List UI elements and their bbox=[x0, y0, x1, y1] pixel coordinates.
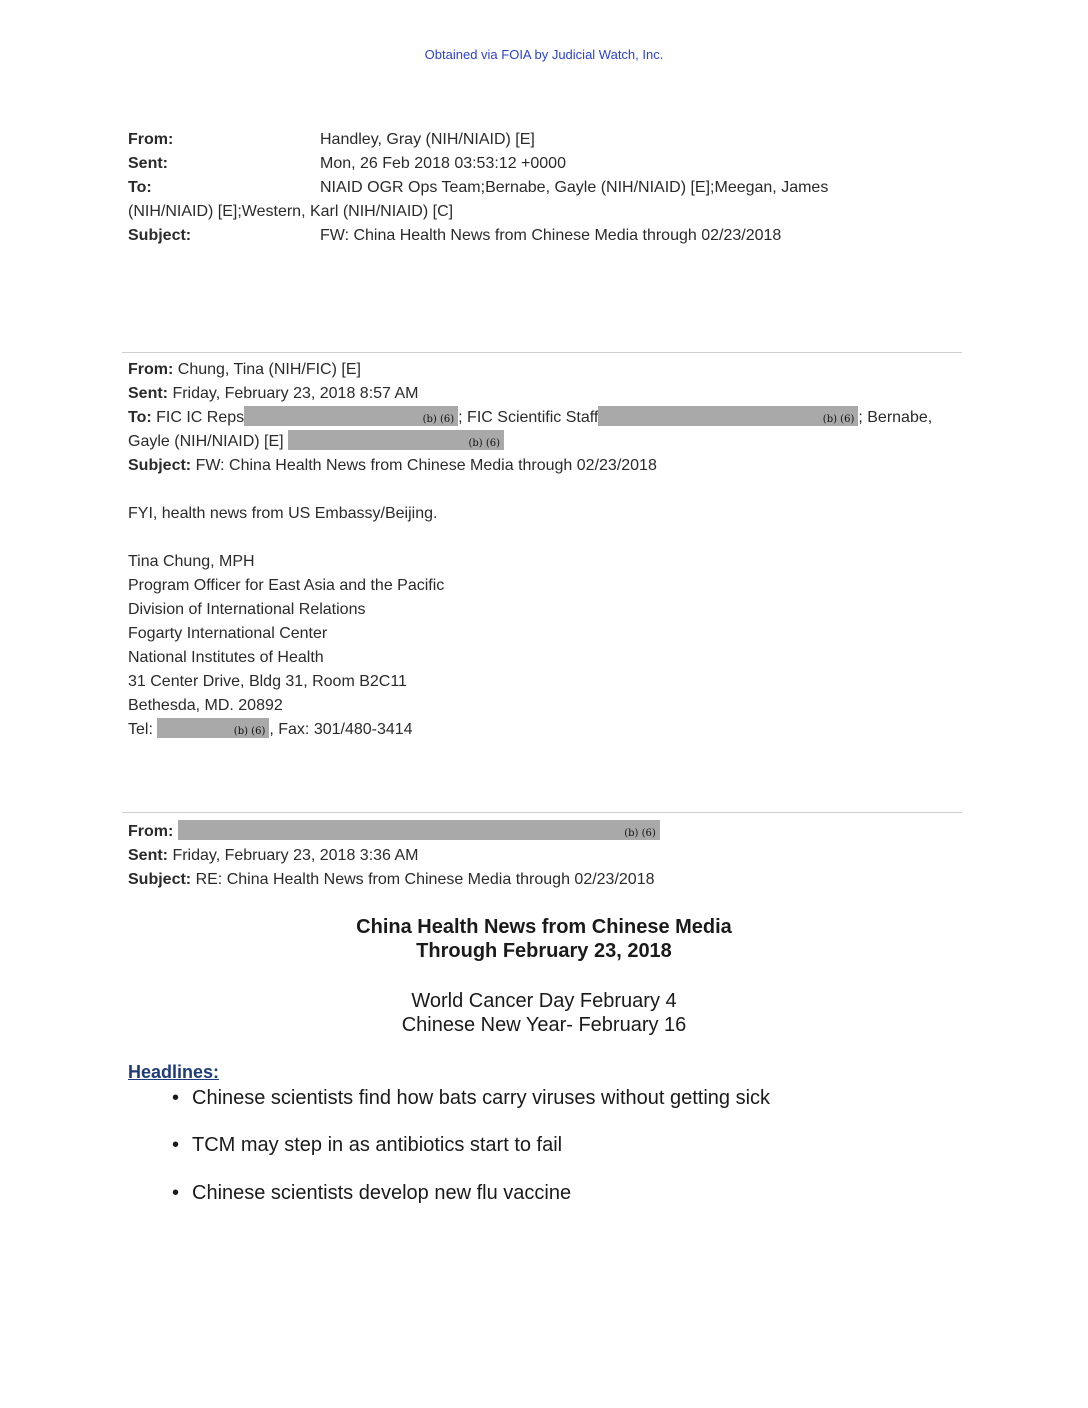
sig-phone-line bbox=[128, 718, 413, 742]
bullet-icon: • bbox=[172, 1134, 180, 1156]
msg2-from-line bbox=[128, 820, 660, 844]
msg1-from-value: Chung, Tina (NIH/FIC) [E] bbox=[173, 361, 361, 378]
foia-watermark: Obtained via FOIA by Judicial Watch, Inc. bbox=[424, 47, 664, 62]
headline-item bbox=[172, 1133, 562, 1157]
msg1-sent-label: Sent: bbox=[128, 385, 168, 402]
headline-text: Chinese scientists develop new flu vaccine bbox=[192, 1182, 572, 1204]
report-title-line-1: China Health News from Chinese Media bbox=[356, 916, 732, 938]
sig-address-2: Bethesda, MD. 20892 bbox=[128, 697, 283, 714]
headlines-heading: Headlines: bbox=[128, 1062, 220, 1082]
redaction-box bbox=[598, 406, 858, 426]
redaction-code: (b) (6) bbox=[822, 414, 855, 425]
bullet-icon: • bbox=[172, 1087, 180, 1109]
headline-item bbox=[172, 1181, 571, 1205]
msg1-to-label: To: bbox=[128, 409, 152, 426]
header-from-label: From: bbox=[128, 131, 174, 148]
bullet-icon: • bbox=[172, 1182, 180, 1204]
sig-fax: , Fax: 301/480-3414 bbox=[269, 721, 413, 738]
redaction-box bbox=[244, 406, 458, 426]
msg1-to-part2: ; FIC Scientific Staff bbox=[458, 409, 599, 426]
header-to-value-continued: (NIH/NIAID) [E];Western, Karl (NIH/NIAID) [C] bbox=[128, 203, 454, 220]
msg1-subject-label: Subject: bbox=[128, 457, 192, 474]
sig-title: Program Officer for East Asia and the Pacific bbox=[128, 577, 445, 594]
redaction-code: (b) (6) bbox=[233, 726, 266, 737]
header-to-value: NIAID OGR Ops Team;Bernabe, Gayle (NIH/NIAID) [E];Meegan, James bbox=[320, 179, 829, 196]
header-sent-label: Sent: bbox=[128, 155, 168, 172]
report-title-line-2: Through February 23, 2018 bbox=[416, 940, 672, 962]
msg1-sent-line bbox=[128, 382, 419, 406]
msg1-subject-line bbox=[128, 454, 657, 478]
sig-division: Division of International Relations bbox=[128, 601, 366, 618]
msg1-body: FYI, health news from US Embassy/Beijing. bbox=[128, 505, 438, 522]
header-subject-label: Subject: bbox=[128, 227, 192, 244]
headline-text: TCM may step in as antibiotics start to fail bbox=[192, 1134, 563, 1156]
header-subject-value: FW: China Health News from Chinese Media through 02/23/2018 bbox=[320, 227, 782, 244]
msg1-from-line bbox=[128, 358, 361, 382]
redaction-code: (b) (6) bbox=[624, 828, 656, 839]
msg2-subject-line bbox=[128, 868, 655, 892]
header-sent-value: Mon, 26 Feb 2018 03:53:12 +0000 bbox=[320, 155, 566, 172]
msg1-from-label: From: bbox=[128, 361, 174, 378]
redaction-box bbox=[288, 430, 504, 450]
msg1-to-line bbox=[128, 406, 932, 430]
sig-tel-label: Tel: bbox=[128, 721, 153, 738]
msg1-to-part3: ; Bernabe, bbox=[858, 409, 933, 426]
msg2-subject-value: RE: China Health News from Chinese Media through 02/23/2018 bbox=[191, 871, 655, 888]
redaction-code: (b) (6) bbox=[422, 414, 455, 425]
redaction-box bbox=[157, 718, 269, 738]
header-to-label: To: bbox=[128, 179, 152, 196]
divider-2 bbox=[122, 812, 962, 813]
report-subtitle-line-1: World Cancer Day February 4 bbox=[411, 990, 677, 1012]
sig-address-1: 31 Center Drive, Bldg 31, Room B2C11 bbox=[128, 673, 407, 690]
msg1-to-part4: Gayle (NIH/NIAID) [E] bbox=[128, 433, 284, 450]
headline-text: Chinese scientists find how bats carry viruses without getting sick bbox=[192, 1087, 771, 1109]
msg2-sent-label: Sent: bbox=[128, 847, 168, 864]
sig-institution: National Institutes of Health bbox=[128, 649, 324, 666]
redaction-code: (b) (6) bbox=[468, 438, 501, 449]
msg1-subject-value: FW: China Health News from Chinese Media through 02/23/2018 bbox=[191, 457, 657, 474]
headline-item bbox=[172, 1086, 770, 1110]
msg2-sent-value: Friday, February 23, 2018 3:36 AM bbox=[168, 847, 419, 864]
msg2-sent-line bbox=[128, 844, 419, 868]
msg2-subject-label: Subject: bbox=[128, 871, 192, 888]
sig-center: Fogarty International Center bbox=[128, 625, 328, 642]
sig-name: Tina Chung, MPH bbox=[128, 553, 255, 570]
msg2-from-label: From: bbox=[128, 823, 174, 840]
msg1-to-part1: FIC IC Reps bbox=[151, 409, 245, 426]
header-from-value: Handley, Gray (NIH/NIAID) [E] bbox=[320, 131, 535, 148]
redaction-box bbox=[178, 820, 660, 840]
divider-1 bbox=[122, 352, 962, 353]
msg1-sent-value: Friday, February 23, 2018 8:57 AM bbox=[168, 385, 419, 402]
msg1-to-line-2 bbox=[128, 430, 504, 454]
report-subtitle-line-2: Chinese New Year- February 16 bbox=[401, 1014, 687, 1036]
